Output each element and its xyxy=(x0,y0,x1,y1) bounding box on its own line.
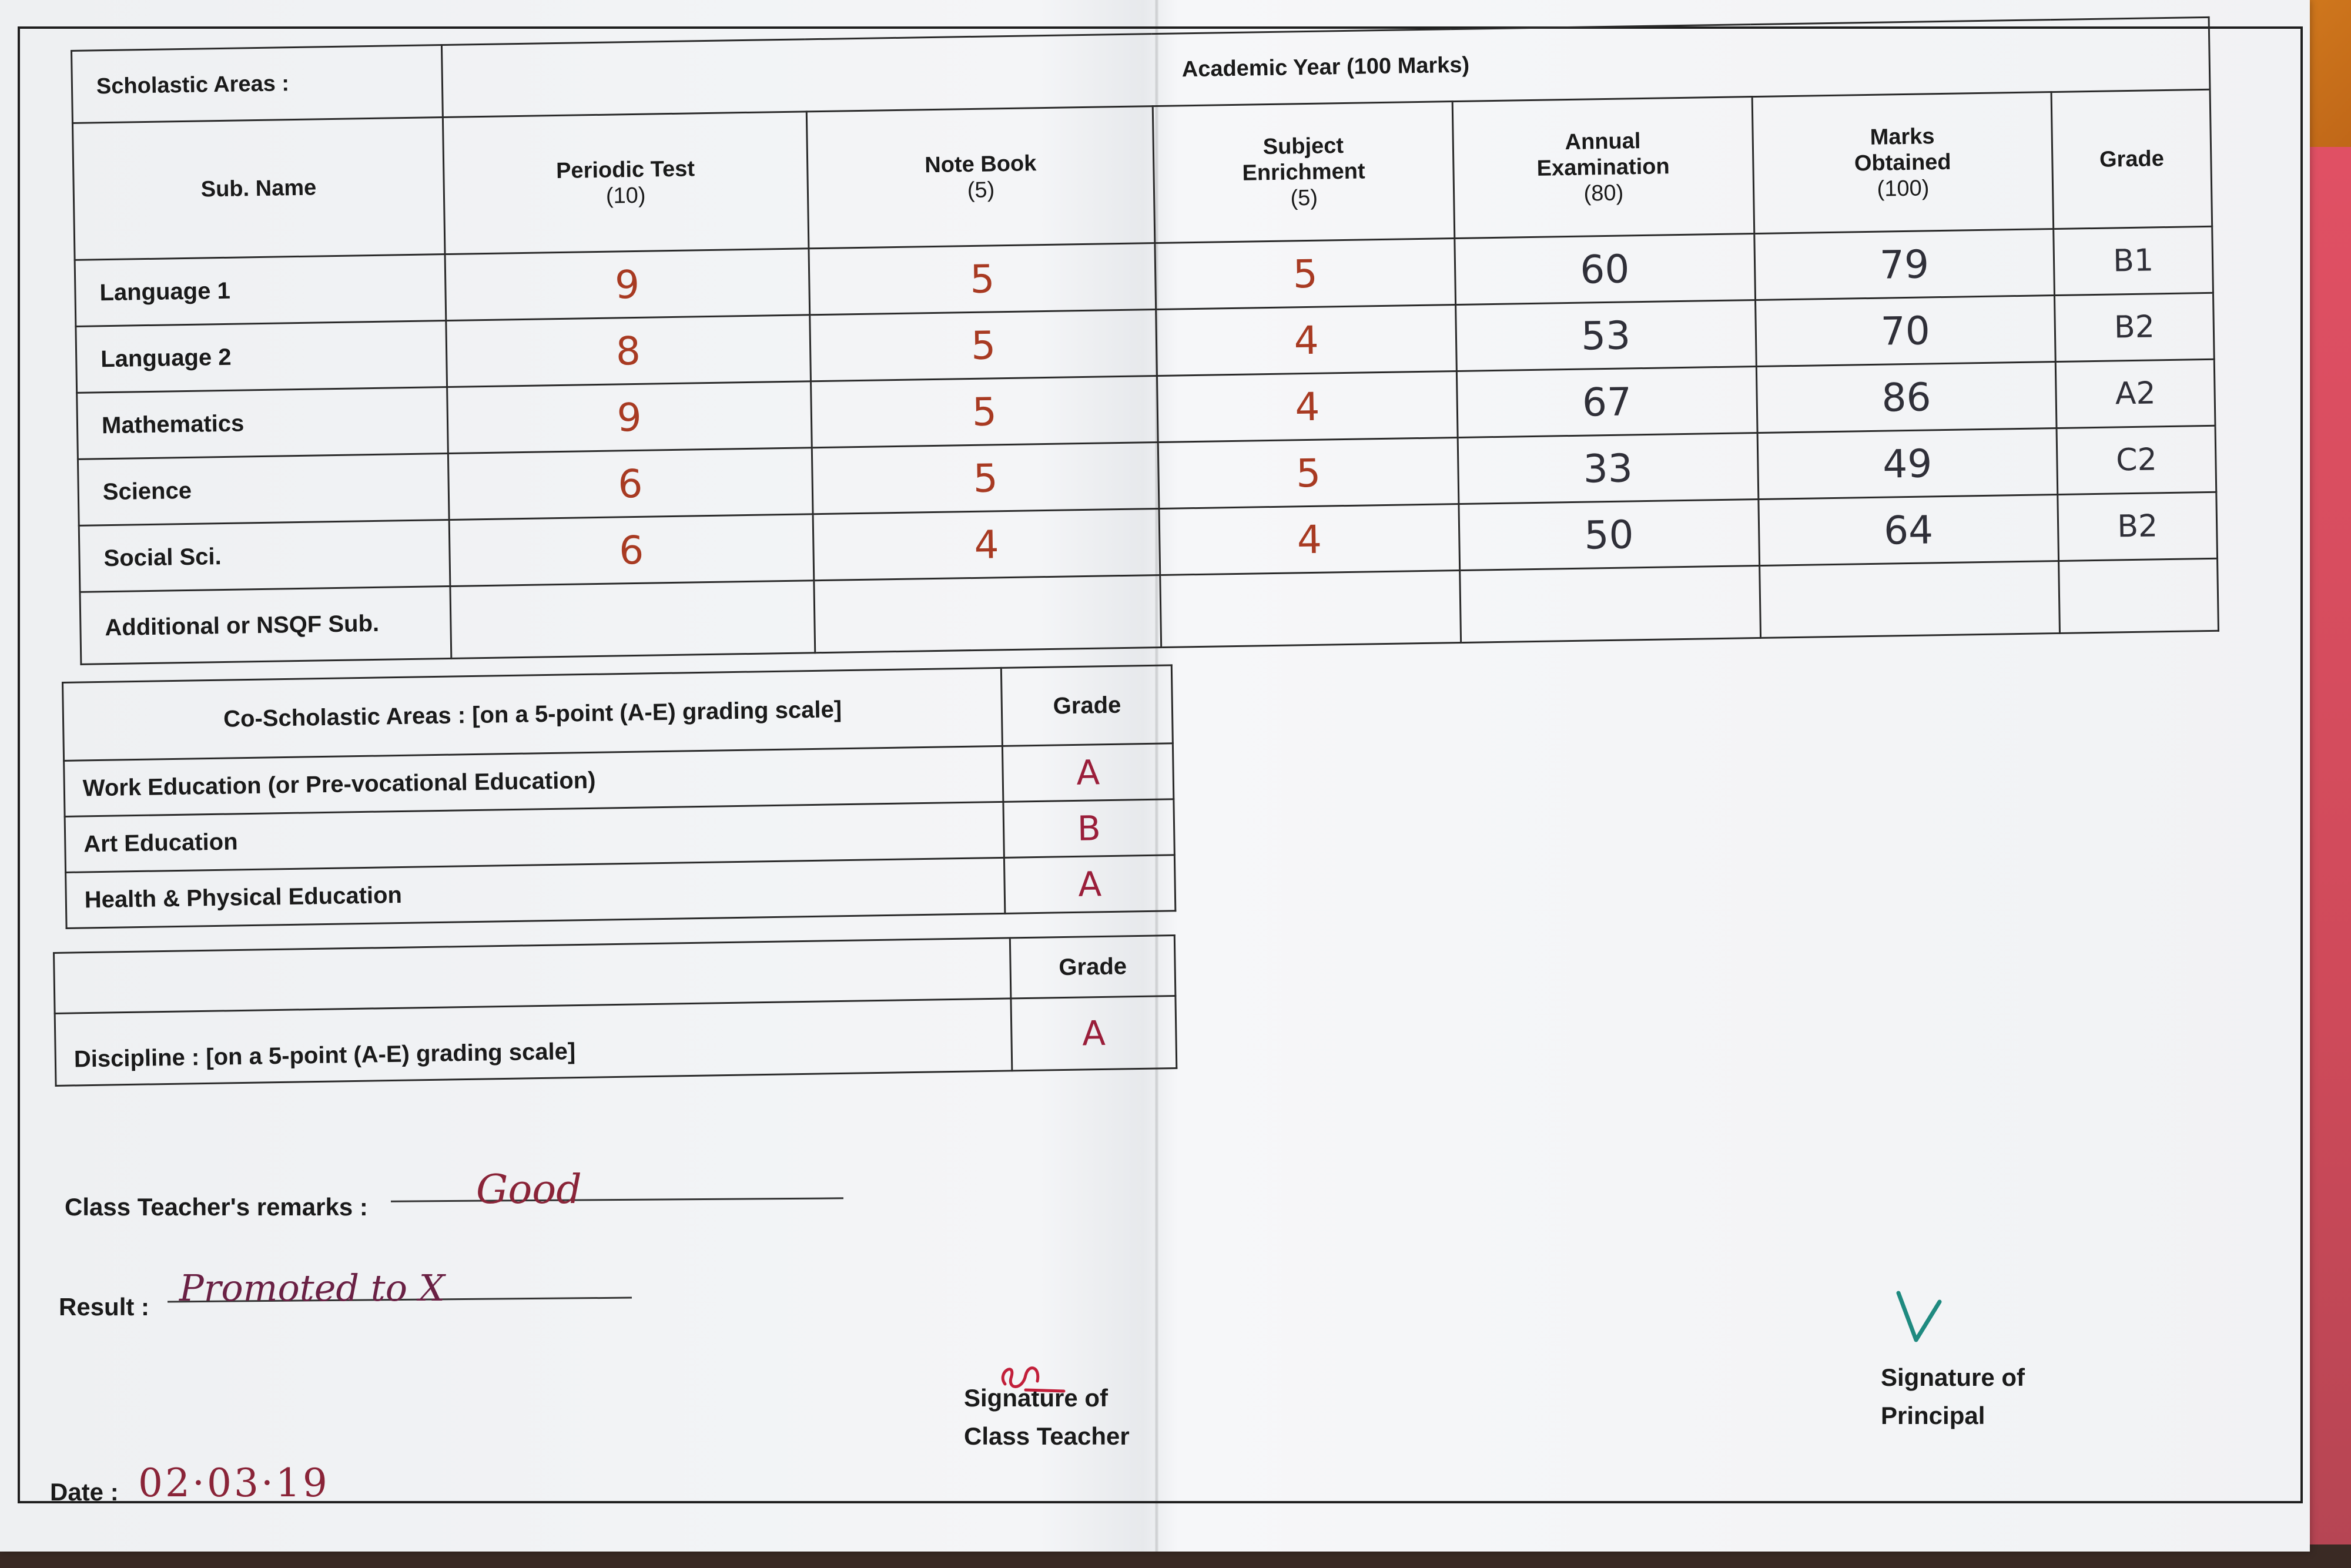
co-scholastic-header: Co-Scholastic Areas : [on a 5-point (A-E) grading scale] xyxy=(63,668,1003,760)
annual-score: 60 xyxy=(1455,234,1755,305)
principal-signature-mark xyxy=(1895,1290,1948,1349)
result-value: Promoted to X xyxy=(179,1267,445,1309)
subject-grade: A2 xyxy=(2055,359,2215,428)
marks-obtained-title: Marks Obtained xyxy=(1854,124,1951,176)
note-book-score: 5 xyxy=(811,376,1158,448)
empty-cell xyxy=(1460,565,1761,642)
scholastic-table xyxy=(71,16,2219,665)
subject-name: Mathematics xyxy=(77,387,448,460)
marks-obtained: 64 xyxy=(1758,494,2058,565)
empty-cell xyxy=(2059,558,2219,633)
date-value: 02·03·19 xyxy=(138,1460,330,1506)
subject-grade: C2 xyxy=(2057,425,2216,494)
subject-name: Language 2 xyxy=(76,321,447,393)
periodic-test-title: Periodic Test xyxy=(555,156,695,184)
annual-exam-header xyxy=(1452,97,1754,239)
annual-exam-max: (80) xyxy=(1583,180,1624,206)
class-teacher-signature-label-2: Class Teacher xyxy=(964,1422,1130,1450)
class-teacher-signature-label-1: Signature of xyxy=(964,1384,1108,1412)
enrichment-score: 5 xyxy=(1155,239,1455,310)
empty-cell xyxy=(1759,561,2059,638)
periodic-test-score: 8 xyxy=(446,315,811,387)
date-label: Date : xyxy=(50,1478,119,1506)
result-label: Result : xyxy=(59,1293,150,1321)
note-book-max: (5) xyxy=(967,177,995,203)
enrichment-score: 5 xyxy=(1158,438,1458,509)
grade-header: Grade xyxy=(2051,89,2212,229)
periodic-test-score: 9 xyxy=(447,381,812,454)
scholastic-areas-label: Scholastic Areas : xyxy=(72,45,443,123)
marks-obtained: 79 xyxy=(1754,229,2054,300)
co-scholastic-area: Art Education xyxy=(65,802,1004,872)
annual-score: 33 xyxy=(1458,433,1758,504)
co-scholastic-grade: A xyxy=(1004,855,1176,914)
marks-obtained: 86 xyxy=(1756,362,2057,433)
subject-enrichment-title: Subject Enrichment xyxy=(1242,133,1365,186)
note-book-score: 4 xyxy=(813,509,1160,581)
annual-score: 53 xyxy=(1455,300,1756,371)
discipline-grade: A xyxy=(1011,996,1177,1071)
remarks-value: Good xyxy=(476,1167,582,1213)
co-scholastic-table xyxy=(62,664,1176,929)
academic-year-header: Academic Year (100 Marks) xyxy=(441,17,2210,117)
remarks-label: Class Teacher's remarks : xyxy=(65,1193,368,1221)
periodic-test-max: (10) xyxy=(605,183,646,209)
periodic-test-score: 6 xyxy=(448,448,813,520)
co-scholastic-grade: A xyxy=(1003,743,1174,802)
periodic-test-header xyxy=(443,112,809,254)
subject-grade: B2 xyxy=(2055,293,2215,361)
subject-grade: B2 xyxy=(2058,492,2218,561)
enrichment-score: 4 xyxy=(1159,504,1459,575)
note-book-header xyxy=(806,106,1155,249)
sub-name-header: Sub. Name xyxy=(72,118,444,260)
marks-obtained: 70 xyxy=(1755,296,2055,367)
discipline-table xyxy=(53,934,1177,1087)
subject-grade: B1 xyxy=(2054,226,2213,295)
class-teacher-signature-mark xyxy=(993,1349,1076,1408)
co-scholastic-area: Work Education (or Pre-vocational Education) xyxy=(64,746,1004,816)
marks-obtained-header xyxy=(1752,92,2054,234)
discipline-label: Discipline : [on a 5-point (A-E) grading scale] xyxy=(55,999,1012,1086)
note-book-title: Note Book xyxy=(925,151,1037,178)
note-book-score: 5 xyxy=(809,243,1156,315)
annual-score: 67 xyxy=(1456,367,1757,438)
subject-name: Science xyxy=(78,454,448,526)
principal-signature-label-1: Signature of xyxy=(1881,1363,2025,1391)
co-scholastic-grade-header: Grade xyxy=(1002,665,1173,746)
subject-enrichment-header xyxy=(1153,102,1454,243)
annual-exam-title: Annual Examination xyxy=(1536,129,1670,181)
co-scholastic-grade: B xyxy=(1003,799,1174,858)
note-book-score: 5 xyxy=(812,443,1159,514)
periodic-test-score: 9 xyxy=(445,249,810,321)
marks-obtained-max: (100) xyxy=(1877,176,1930,202)
subject-enrichment-max: (5) xyxy=(1290,185,1318,211)
discipline-grade-header: Grade xyxy=(1010,936,1176,999)
subject-name: Social Sci. xyxy=(79,520,450,592)
periodic-test-score: 6 xyxy=(449,514,814,587)
additional-subject-label: Additional or NSQF Sub. xyxy=(80,586,451,664)
empty-cell xyxy=(450,581,815,659)
note-book-score: 5 xyxy=(810,310,1157,381)
principal-signature-label-2: Principal xyxy=(1881,1402,1985,1429)
enrichment-score: 4 xyxy=(1157,371,1458,443)
marks-obtained: 49 xyxy=(1757,428,2058,500)
enrichment-score: 4 xyxy=(1156,305,1456,376)
co-scholastic-area: Health & Physical Education xyxy=(66,857,1006,928)
empty-cell xyxy=(814,575,1161,652)
subject-name: Language 1 xyxy=(75,254,446,327)
annual-score: 50 xyxy=(1459,499,1759,570)
empty-cell xyxy=(1160,570,1461,647)
